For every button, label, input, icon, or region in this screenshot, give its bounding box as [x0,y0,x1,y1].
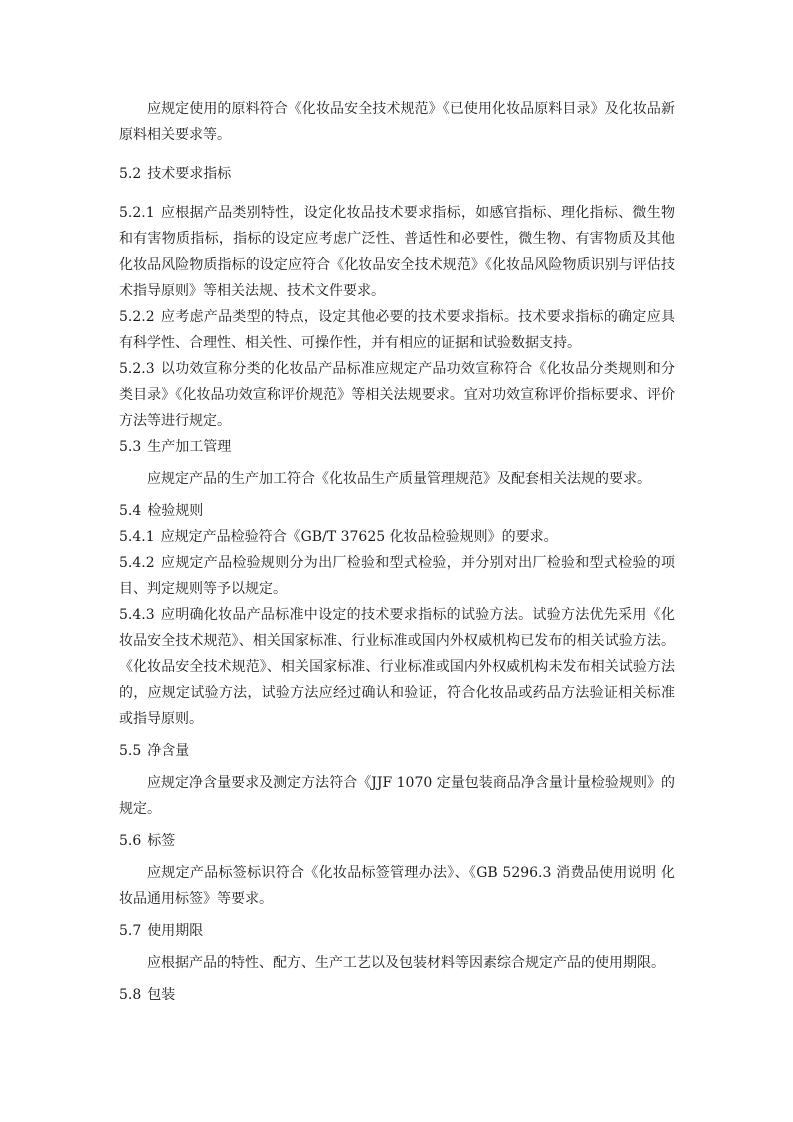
section-number: 5.5 [119,743,142,759]
section-title: 使用期限 [147,923,204,939]
clause-5-4-3 [119,602,675,732]
clause-number: 5.4.1 [119,529,155,545]
section-number: 5.3 [119,439,142,455]
clause-text: 应明确化妆品产品标准中设定的技术要求指标的试验方法。试验方法优先采用《化妆品安全技术规范》、相关国家标准、行业标准或国内外权威机构已发布的相关试验方法。《化妆品安全技术规范》、相关国家标准、行业标准或国内外权威机构未发布相关试验方法的，应规定试验方法，试验方法应经过确认和验证，符合化妆品或药品方法验证相关标准或指导原则。 [119,607,675,727]
paragraph-5-5: 应规定净含量要求及测定方法符合《JJF 1070 定量包装商品净含量计量检验规则》的规定。 [119,775,675,817]
clause-text: 应根据产品类别特性，设定化妆品技术要求指标，如感官指标、理化指标、微生物和有害物质指标，指标的设定应考虑广泛性、普适性和必要性，微生物、有害物质及其他化妆品风险物质指标的设定应符合《化妆品安全技术规范》《化妆品风险物质识别与评估技术指导原则》等相关法规、技术文件要求。 [119,205,675,299]
clause-number: 5.4.2 [119,555,155,571]
clause-text: 应规定产品检验规则分为出厂检验和型式检验，并分别对出厂检验和型式检验的项目、判定规则等予以规定。 [119,555,675,597]
heading-5-8 [119,982,675,1008]
heading-5-4 [119,498,675,524]
section-number: 5.6 [119,833,142,849]
heading-5-3 [119,434,675,460]
paragraph-5-3: 应规定产品的生产加工符合《化妆品生产质量管理规范》及配套相关法规的要求。 [147,471,651,487]
intro-paragraph: 应规定使用的原料符合《化妆品安全技术规范》《已使用化妆品原料目录》及化妆品新原料相关要求等。 [119,101,675,143]
heading-5-6 [119,828,675,854]
clause-5-2-1 [119,200,675,304]
section-title: 标签 [147,833,176,849]
clause-5-2-2 [119,304,675,356]
clause-text: 应考虑产品类型的特点，设定其他必要的技术要求指标。技术要求指标的确定应具有科学性、合理性、相关性、可操作性，并有相应的证据和试验数据支持。 [119,309,675,351]
section-title: 净含量 [147,743,190,759]
document-page [119,96,675,1008]
paragraph-5-6: 应规定产品标签标识符合《化妆品标签管理办法》、《GB 5296.3 消费品使用说明 化妆品通用标签》等要求。 [119,865,675,907]
clause-5-4-2 [119,550,675,602]
section-number: 5.8 [119,987,142,1003]
section-title: 检验规则 [147,503,204,519]
clause-number: 5.4.3 [119,607,155,623]
clause-number: 5.2.2 [119,309,155,325]
heading-5-7 [119,918,675,944]
heading-5-5 [119,738,675,764]
clause-number: 5.2.1 [119,205,155,221]
section-number: 5.2 [119,166,142,182]
clause-text: 应规定产品检验符合《GB/T 37625 化妆品检验规则》的要求。 [160,529,558,545]
section-title: 生产加工管理 [147,439,232,455]
clause-5-4-1 [119,524,675,550]
section-title: 技术要求指标 [147,166,232,182]
section-number: 5.7 [119,923,142,939]
clause-5-2-3 [119,356,675,434]
paragraph-5-7: 应根据产品的特性、配方、生产工艺以及包装材料等因素综合规定产品的使用期限。 [147,955,665,971]
section-number: 5.4 [119,503,142,519]
clause-text: 以功效宣称分类的化妆品产品标准应规定产品功效宣称符合《化妆品分类规则和分类目录》《化妆品功效宣称评价规范》等相关法规要求。宜对功效宣称评价指标要求、评价方法等进行规定。 [119,361,675,429]
clause-number: 5.2.3 [119,361,155,377]
heading-5-2 [119,161,675,187]
section-title: 包装 [147,987,176,1003]
